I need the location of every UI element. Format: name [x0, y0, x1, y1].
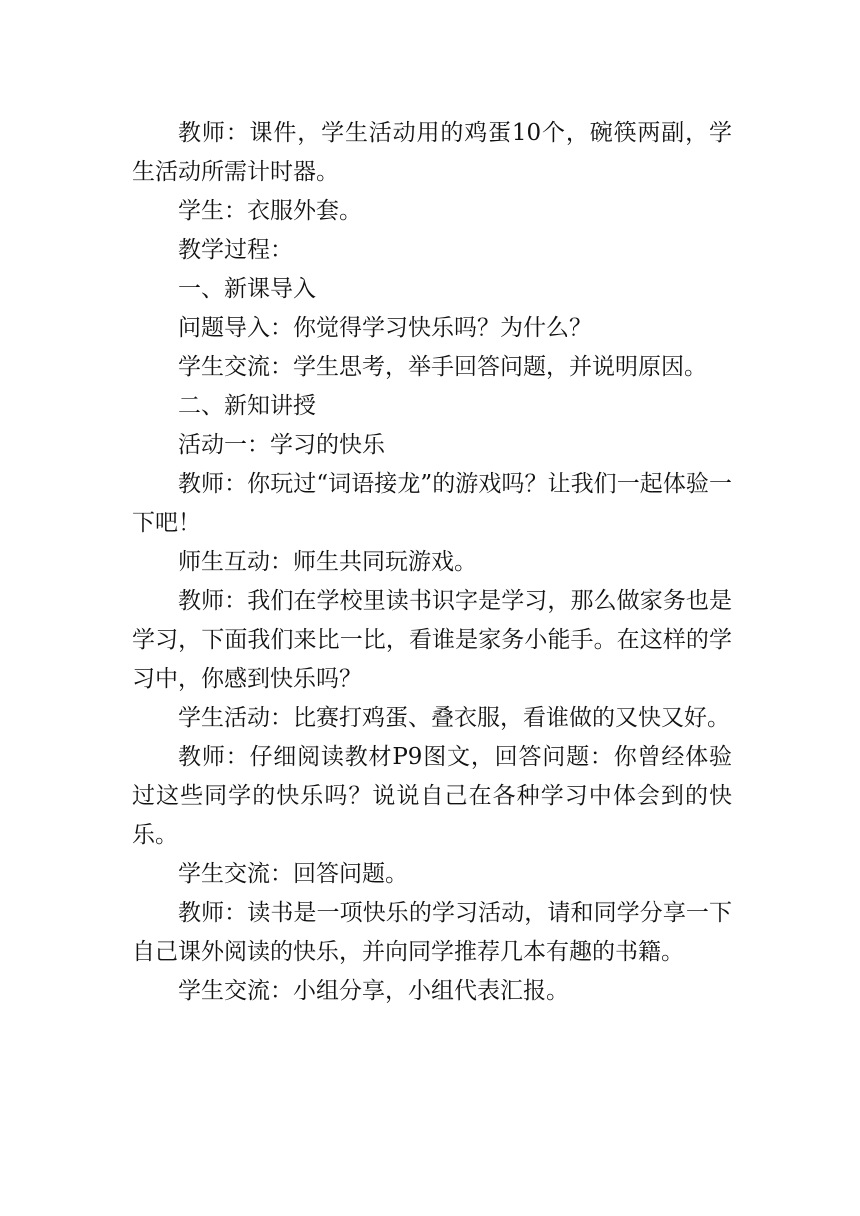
paragraph-student-activity: 学生活动：比赛打鸡蛋、叠衣服，看谁做的又快又好。 — [178, 705, 730, 731]
heading-activity-one: 活动一：学习的快乐 — [178, 432, 385, 458]
paragraph-student-share: 学生交流：小组分享，小组代表汇报。 — [178, 978, 569, 1004]
paragraph-student-discussion: 学生交流：学生思考，举手回答问题，并说明原因。 — [178, 354, 707, 380]
paragraph-teacher-housework: 教师：我们在学校里读书识字是学习，那么做家务也是学习，下面我们来比一比，看谁是家务小能手。在这样的学习中，你感到快乐吗？ — [132, 588, 732, 692]
heading-teaching-process: 教学过程： — [178, 237, 293, 263]
heading-section-two: 二、新知讲授 — [178, 393, 316, 419]
paragraph-student-answer: 学生交流：回答问题。 — [178, 861, 408, 887]
paragraph-materials-student: 学生：衣服外套。 — [178, 198, 362, 224]
paragraph-teacher-textbook: 教师：仔细阅读教材P9图文，回答问题：你曾经体验过这些同学的快乐吗？说说自己在各种学习中体会到的快乐。 — [132, 744, 732, 848]
paragraph-teacher-reading: 教师：读书是一项快乐的学习活动，请和同学分享一下自己课外阅读的快乐，并向同学推荐几本有趣的书籍。 — [132, 900, 732, 965]
paragraph-teacher-word-game: 教师：你玩过“词语接龙”的游戏吗？让我们一起体验一下吧！ — [132, 471, 732, 536]
document-page — [132, 114, 732, 1011]
paragraph-interaction: 师生互动：师生共同玩游戏。 — [178, 549, 477, 575]
heading-section-one: 一、新课导入 — [178, 276, 316, 302]
paragraph-question-intro: 问题导入：你觉得学习快乐吗？为什么？ — [178, 315, 592, 341]
paragraph-materials-teacher: 教师：课件，学生活动用的鸡蛋10个，碗筷两副，学生活动所需计时器。 — [132, 120, 732, 185]
